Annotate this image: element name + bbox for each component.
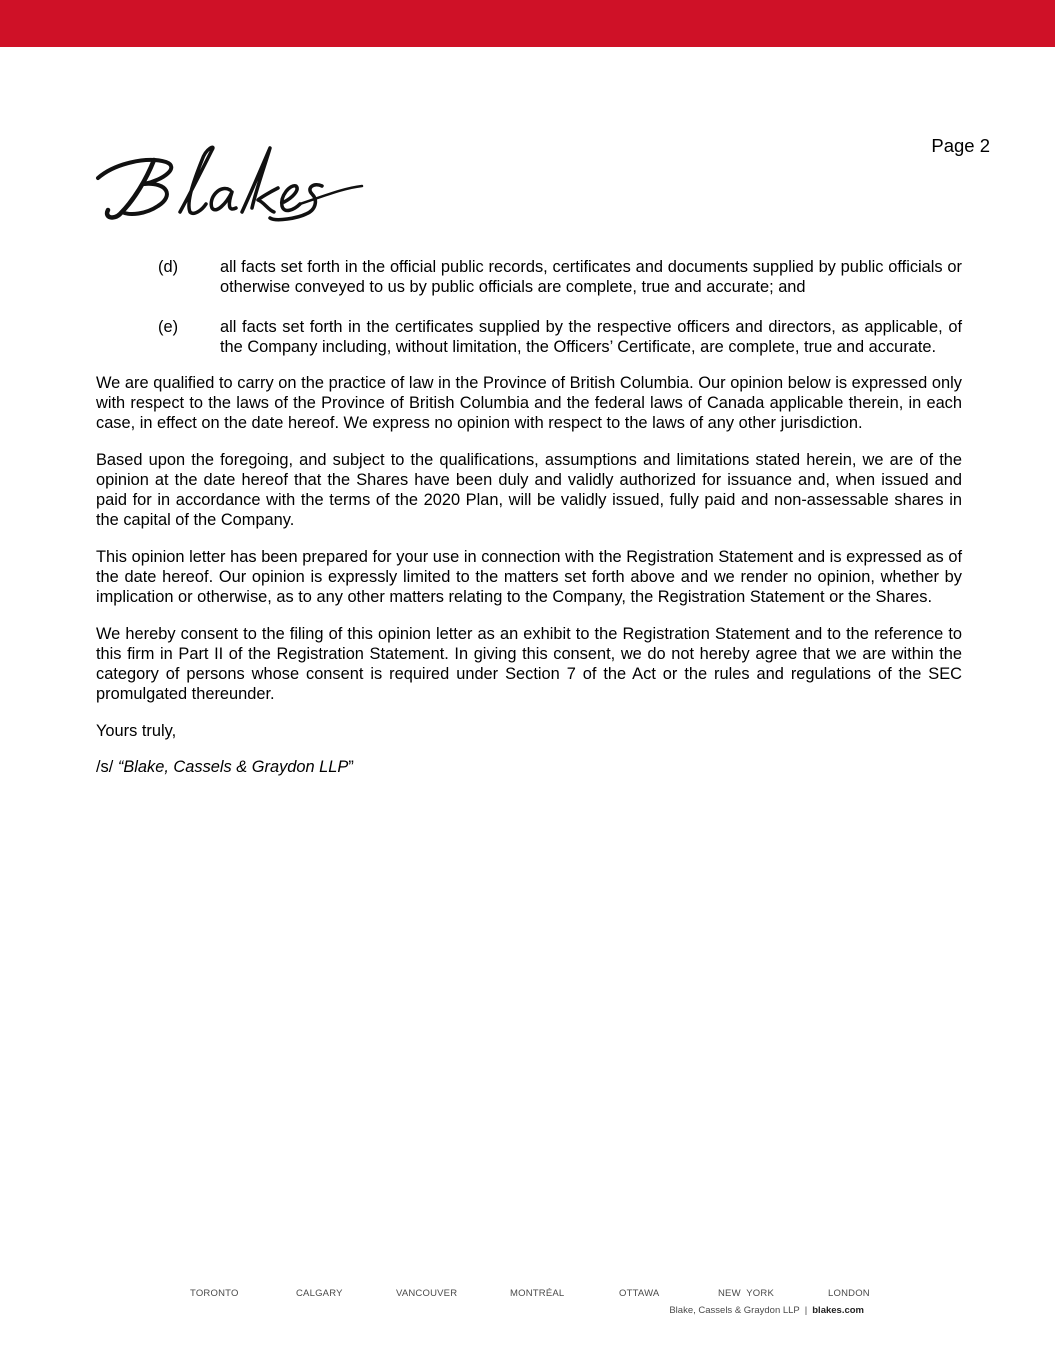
footer-city-ottawa: OTTAWA <box>619 1288 660 1299</box>
list-marker: (d) <box>158 258 179 276</box>
footer-separator: | <box>804 1305 808 1316</box>
list-item-d <box>96 257 962 297</box>
footer-city-new-york: NEW YORK <box>718 1288 774 1299</box>
footer-city-montreal: MONTRÉAL <box>510 1288 565 1299</box>
paragraph-consent: We hereby consent to the filing of this opinion letter as an exhibit to the Registration Statement and to the reference to this firm in Part II of the Registration Statement. In giving this consent, we do not hereby agree that we are within the category of persons whose consent is required under Section 7 of the Act or the rules and regulations of the SEC promulgated thereunder. <box>96 625 962 703</box>
footer-city-london: LONDON <box>828 1288 870 1299</box>
signature-suffix: ” <box>348 758 354 776</box>
footer-firm-line <box>669 1305 864 1316</box>
footer-website-link[interactable]: blakes.com <box>812 1305 864 1316</box>
footer-city-vancouver: VANCOUVER <box>396 1288 458 1299</box>
footer-city-toronto: TORONTO <box>190 1288 239 1299</box>
list-item-e <box>96 317 962 357</box>
header-brand-band <box>0 0 1055 47</box>
list-item-text: all facts set forth in the official public records, certificates and documents supplied by public officials or otherwise conveyed to us by public officials are complete, true and accurate; and <box>220 258 962 296</box>
paragraph-opinion: Based upon the foregoing, and subject to the qualifications, assumptions and limitations stated herein, we are of the opinion at the date hereof that the Shares have been duly and validly authorized for issuance and, when issued and paid for in accordance with the terms of the 2020 Plan, will be validly issued, fully paid and non-assessable shares in the capital of the Company. <box>96 451 962 529</box>
signature-firm: “Blake, Cassels & Graydon LLP <box>117 758 349 776</box>
closing-salutation: Yours truly, <box>96 722 177 740</box>
blakes-logo <box>94 140 366 228</box>
signature-prefix: /s/ <box>96 758 118 776</box>
paragraph-jurisdiction: We are qualified to carry on the practice of law in the Province of British Columbia. Our opinion below is expressed only with respect to the laws of the Province of British Columbia and the federal laws of Canada applicable therein, in each case, in effect on the date hereof. We express no opinion with respect to the laws of any other jurisdiction. <box>96 374 962 432</box>
letter-body <box>96 257 962 777</box>
page-number: Page 2 <box>931 135 990 156</box>
footer-office-list <box>190 1288 870 1302</box>
list-marker: (e) <box>158 318 179 336</box>
signature-line <box>96 757 962 777</box>
paragraph-scope: This opinion letter has been prepared for your use in connection with the Registration Statement and is expressed as of the date hereof. Our opinion is expressly limited to the matters set forth above and we render no opinion, whether by implication or otherwise, as to any other matters relating to the Company, the Registration Statement or the Shares. <box>96 548 962 606</box>
list-item-text: all facts set forth in the certificates supplied by the respective officers and directors, as applicable, of the Company including, without limitation, the Officers’ Certificate, are complete, true and accurate. <box>220 318 962 356</box>
footer-city-calgary: CALGARY <box>296 1288 343 1299</box>
footer-firm-name: Blake, Cassels & Graydon LLP <box>669 1305 800 1316</box>
